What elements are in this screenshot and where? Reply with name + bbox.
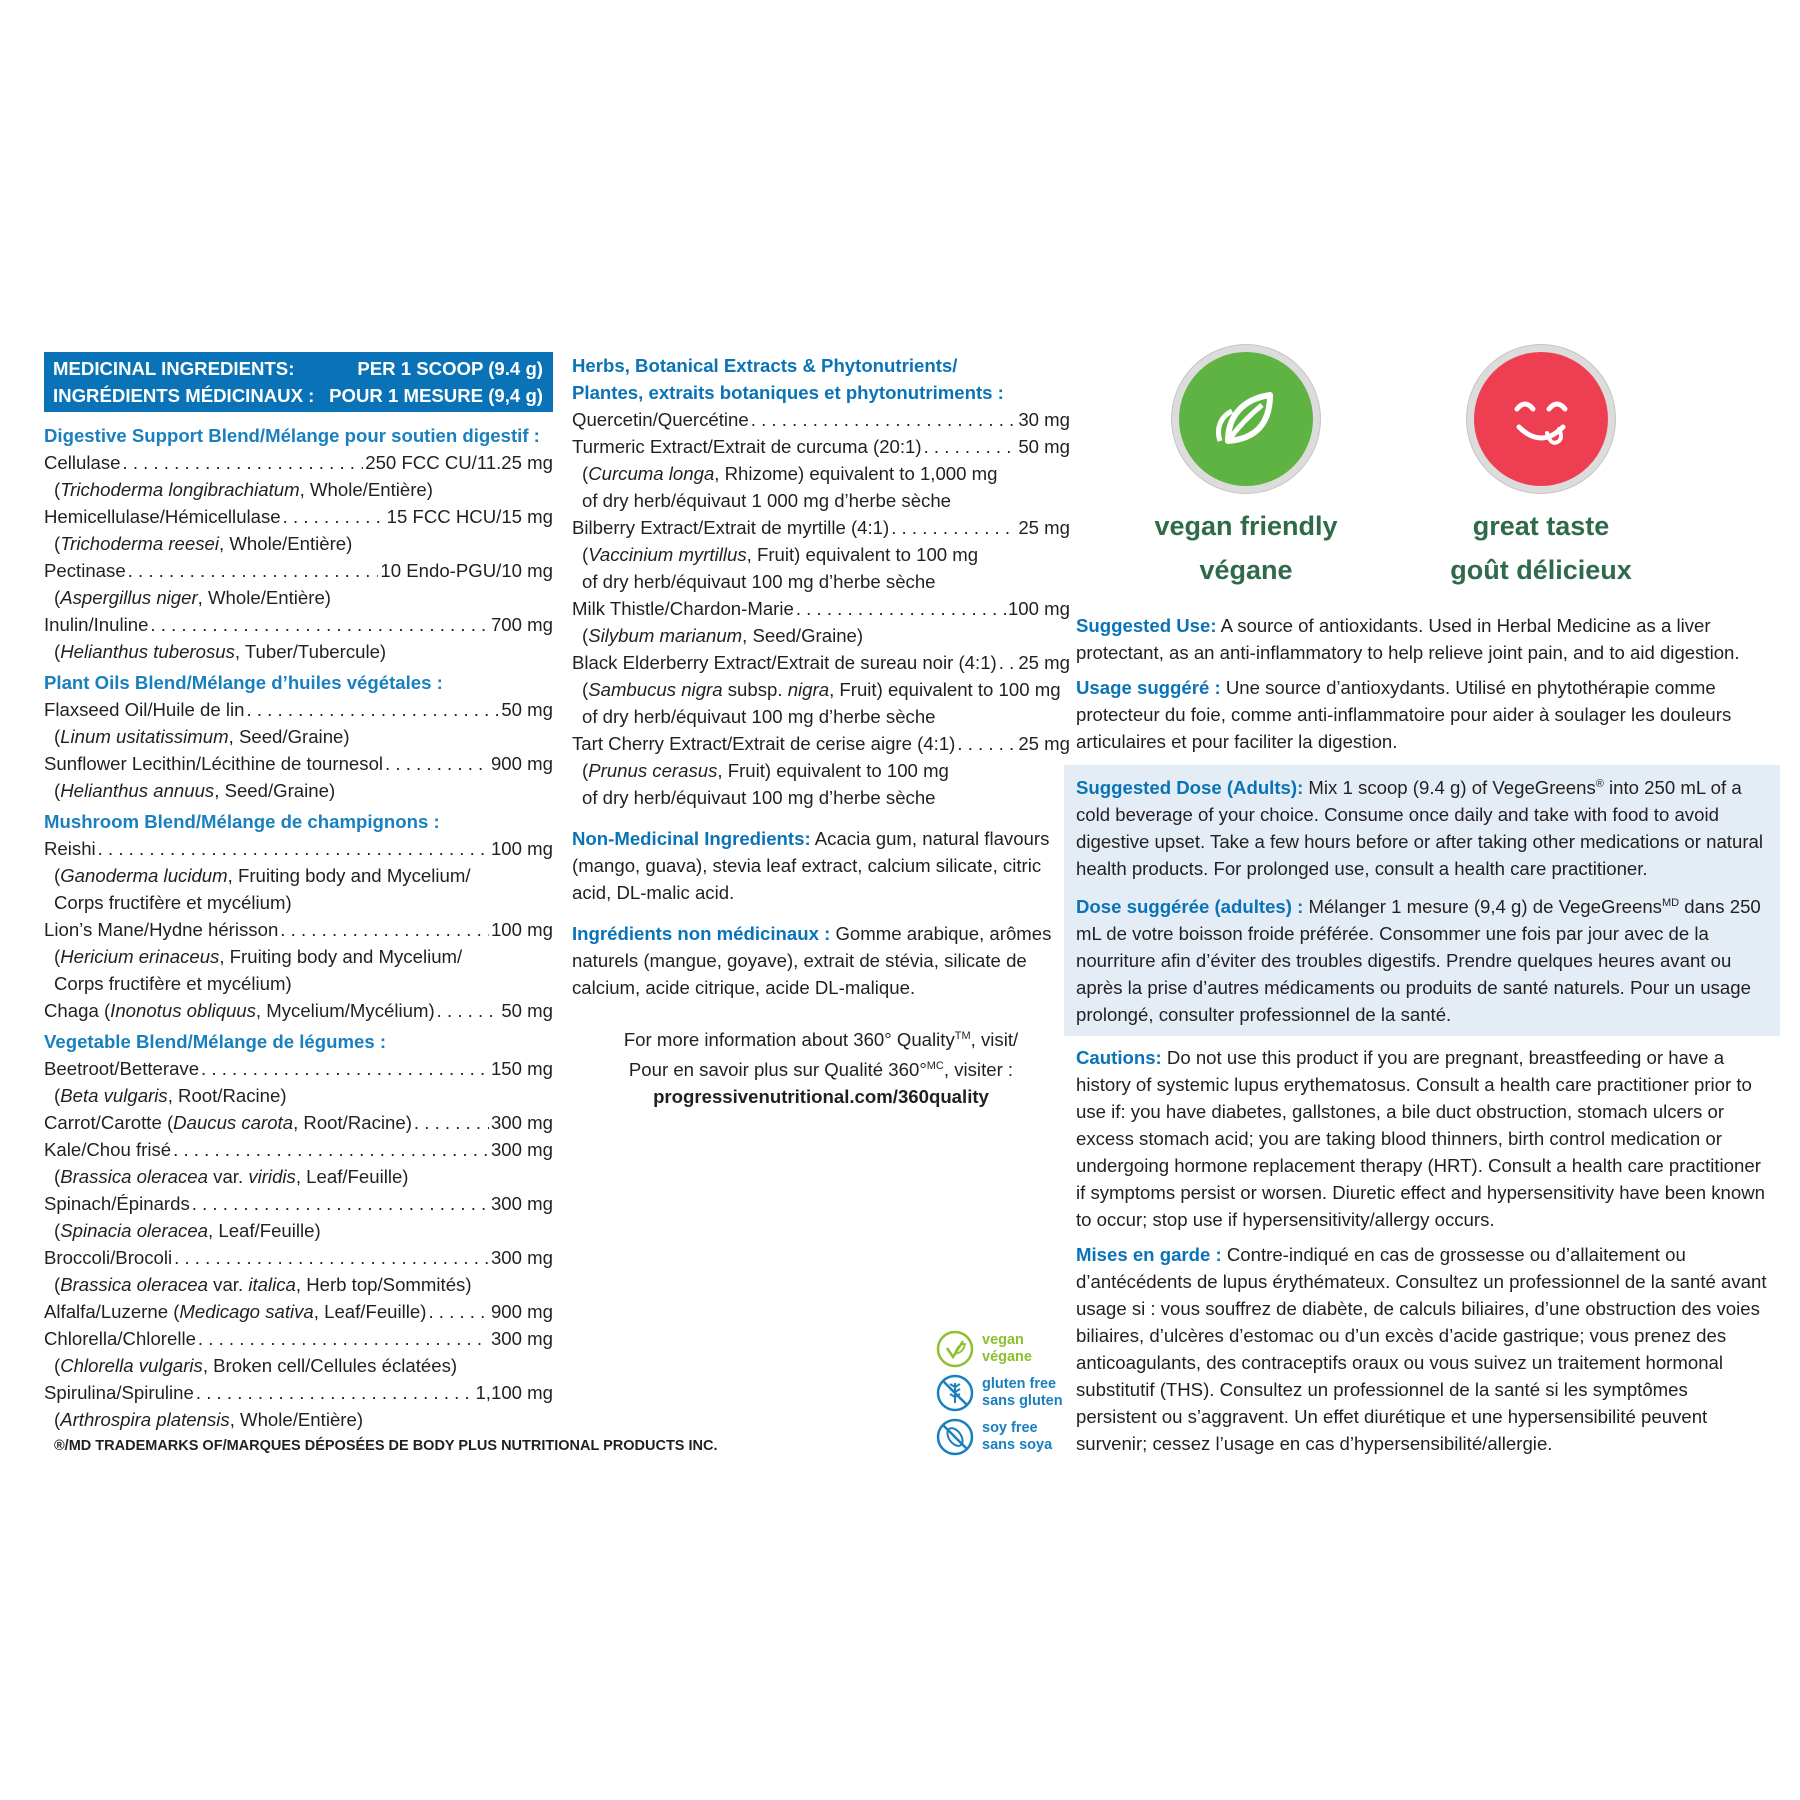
herbs-title-fr: Plantes, extraits botaniques et phytonutriments :	[572, 382, 1004, 403]
medicinal-ingredients-column	[44, 352, 553, 1433]
taste-badge-fr: goût délicieux	[1450, 555, 1632, 585]
vegan-mark: vegan végane	[936, 1330, 1076, 1368]
ingredient-row: Bilberry Extract/Extrait de myrtille (4:1) . . . 25 mg	[572, 514, 1070, 541]
ingredient-row: Inulin/Inuline . . . 700 mg	[44, 611, 553, 638]
ingredient-row: Beetroot/Betterave . . . 150 mg	[44, 1055, 553, 1082]
no-wheat-icon	[936, 1374, 974, 1412]
ingredient-source: (Sambucus nigra subsp. nigra, Fruit) equivalent to 100 mg	[582, 679, 1061, 700]
suggested-use-fr: Usage suggéré : Une source d’antioxydants. Utilisé en phytothérapie comme protecteur du foie, comme anti-inflammatoire pour aider à soulager les douleurs articulaires et pour faciliter la digestion.	[1076, 677, 1732, 752]
ingredient-source: (Hericium erinaceus, Fruiting body and Mycelium/	[54, 946, 463, 967]
ingredient-source: (Helianthus tuberosus, Tuber/Tubercule)	[54, 641, 387, 662]
ingredient-source: Corps fructifère et mycélium)	[54, 892, 292, 913]
ingredient-row: Turmeric Extract/Extrait de curcuma (20:1) . . . 50 mg	[572, 433, 1070, 460]
header-right-fr: POUR 1 MESURE (9,4 g)	[329, 385, 543, 406]
mushroom-blend-title: Mushroom Blend/Mélange de champignons :	[44, 811, 440, 832]
ingredient-source: (Ganoderma lucidum, Fruiting body and Mycelium/	[54, 865, 471, 886]
ingredient-row: Kale/Chou frisé . . . 300 mg	[44, 1136, 553, 1163]
ingredient-row: Carrot/Carotte (Daucus carota, Root/Racine) . . . 300 mg	[44, 1109, 553, 1136]
header-left-en: MEDICINAL INGREDIENTS:	[53, 358, 295, 379]
ingredient-source: of dry herb/équivaut 100 mg d’herbe sèche	[582, 571, 936, 592]
vegan-leaf-icon	[1179, 352, 1313, 486]
ingredient-source: (Helianthus annuus, Seed/Graine)	[54, 780, 336, 801]
ingredient-source: (Beta vulgaris, Root/Racine)	[54, 1085, 287, 1106]
ingredient-source: (Curcuma longa, Rhizome) equivalent to 1,000 mg	[582, 463, 998, 484]
cautions-fr: Mises en garde : Contre-indiqué en cas de grossesse ou d’allaitement ou d’antécédents de lupus érythémateux. Consultez un professionnel de la santé avant usage si : vous souffrez de diabète, de calculs biliaires, d’une obstruction des voies biliaires, d’ulcères d’estomac ou d’un excès d’acide gastrique; vous prenez des anticoagulants, des contraceptifs oraux ou vous suivez un traitement hormonal substitutif (THS). Consultez un professionnel de la santé si les symptômes persistent ou s’aggravent. Un effet diurétique et une hypersensibilité peuvent survenir; cessez l’usage en cas d’hypersensibilité/allergie.	[1076, 1244, 1767, 1455]
ingredient-row: Spinach/Épinards . . . 300 mg	[44, 1190, 553, 1217]
vegan-badge-fr: végane	[1199, 555, 1293, 585]
ingredient-row: Quercetin/Quercétine . . . 30 mg	[572, 406, 1070, 433]
ingredient-source: (Brassica oleracea var. viridis, Leaf/Feuille)	[54, 1166, 409, 1187]
feature-badges	[1076, 352, 1768, 604]
header-right-en: PER 1 SCOOP (9.4 g)	[357, 358, 543, 379]
herbs-column	[572, 352, 1070, 1110]
no-soy-icon	[936, 1418, 974, 1456]
smile-tongue-icon	[1474, 352, 1608, 486]
ingredient-row: Pectinase . . . 10 Endo-PGU/10 mg	[44, 557, 553, 584]
digestive-blend-title: Digestive Support Blend/Mélange pour soutien digestif :	[44, 425, 540, 446]
ingredient-source: Corps fructifère et mycélium)	[54, 973, 292, 994]
cautions-en: Cautions: Do not use this product if you are pregnant, breastfeeding or have a history of systemic lupus erythematosus. Consult a health care practitioner prior to use if: you have diabetes, gallstones, a bile duct obstruction, stomach ulcers or excess stomach acid; you are taking blood thinners, birth control medication or undergoing hormone replacement therapy (HRT). Consult a health care practitioner if symptoms persist or worsen. Diuretic effect and hypersensitivity have been known to occur; stop use if hypersensitivity/allergy occurs.	[1076, 1047, 1765, 1231]
ingredient-source: (Spinacia oleracea, Leaf/Feuille)	[54, 1220, 321, 1241]
ingredient-row: Spirulina/Spiruline . . . 1,100 mg	[44, 1379, 553, 1406]
trademark-notice: ®/MD TRADEMARKS OF/MARQUES DÉPOSÉES DE BODY PLUS NUTRITIONAL PRODUCTS INC.	[54, 1438, 718, 1454]
ingredient-row: Alfalfa/Luzerne (Medicago sativa, Leaf/Feuille) . . . 900 mg	[44, 1298, 553, 1325]
quality-info: For more information about 360° Quality™, visit/ Pour en savoir plus sur Qualité 360°$^{MC}$, visiter : progressivenutritional.com/360quality	[572, 1023, 1070, 1110]
quality-link[interactable]: progressivenutritional.com/360quality	[653, 1086, 989, 1108]
ingredient-source: (Silybum marianum, Seed/Graine)	[582, 625, 864, 646]
ingredient-source: of dry herb/équivaut 100 mg d’herbe sèche	[582, 787, 936, 808]
taste-badge	[1421, 352, 1661, 592]
ingredient-row: Flaxseed Oil/Huile de lin . . . 50 mg	[44, 696, 553, 723]
ingredient-source: of dry herb/équivaut 1 000 mg d’herbe sèche	[582, 490, 952, 511]
ingredient-source: (Chlorella vulgaris, Broken cell/Cellules éclatées)	[54, 1355, 458, 1376]
ingredient-source: (Arthrospira platensis, Whole/Entière)	[54, 1409, 364, 1430]
suggested-dose-fr: Dose suggérée (adultes) : Mélanger 1 mesure (9,4 g) de VegeGreens$^{MD}$ dans 250 mL de votre boisson froide préférée. Consommer une fois par jour avec de la nourriture afin d’éviter des troubles digestifs. Prendre quelques heures avant ou après la prise d’autres médicaments ou produits de santé naturels. Pour un usage prolongé, consulter professionnel de la santé.	[1076, 896, 1761, 1026]
ingredient-source: (Prunus cerasus, Fruit) equivalent to 100 mg	[582, 760, 949, 781]
suggested-use-en: Suggested Use: A source of antioxidants. Used in Herbal Medicine as a liver protectant, as an anti-inflammatory to help relieve joint pain, and to aid digestion.	[1076, 615, 1740, 663]
ingredient-source: (Linum usitatissimum, Seed/Graine)	[54, 726, 350, 747]
vegan-badge	[1126, 352, 1366, 592]
ingredient-row: Sunflower Lecithin/Lécithine de tournesol . . . 900 mg	[44, 750, 553, 777]
herbs-title-en: Herbs, Botanical Extracts & Phytonutrients/	[572, 355, 958, 376]
dose-panel	[1064, 765, 1780, 1036]
suggested-dose-en: Suggested Dose (Adults): Mix 1 scoop (9.4 g) of VegeGreens® into 250 mL of a cold beverage of your choice. Consume once daily and take with food to avoid digestive upset. Take a few hours before or after taking other medications or natural health products. For prolonged use, consult a health care practitioner.	[1076, 777, 1763, 880]
vegetable-blend-title: Vegetable Blend/Mélange de légumes :	[44, 1031, 387, 1052]
non-medicinal-fr: Ingrédients non médicinaux : Gomme arabique, arômes naturels (mangue, goyave), extrait de stévia, silicate de calcium, acide citrique, acide DL-malique.	[572, 923, 1052, 998]
ingredient-row: Broccoli/Brocoli . . . 300 mg	[44, 1244, 553, 1271]
header-left-fr: INGRÉDIENTS MÉDICINAUX :	[53, 385, 315, 406]
ingredient-row: Chlorella/Chlorelle . . . 300 mg	[44, 1325, 553, 1352]
ingredient-row: Tart Cherry Extract/Extrait de cerise aigre (4:1) . . . 25 mg	[572, 730, 1070, 757]
ingredient-row: Milk Thistle/Chardon-Marie . . . 100 mg	[572, 595, 1070, 622]
soy-free-mark: soy free sans soya	[936, 1418, 1076, 1456]
ingredients-header	[44, 352, 553, 412]
ingredient-row: Chaga (Inonotus obliquus, Mycelium/Mycélium) . . . 50 mg	[44, 997, 553, 1024]
ingredient-source: (Trichoderma reesei, Whole/Entière)	[54, 533, 353, 554]
ingredient-source: (Brassica oleracea var. italica, Herb top/Sommités)	[54, 1274, 472, 1295]
non-medicinal-en: Non-Medicinal Ingredients: Acacia gum, natural flavours (mango, guava), stevia leaf extract, calcium silicate, citric acid, DL-malic acid.	[572, 828, 1050, 903]
directions-column	[1076, 352, 1768, 1457]
leaf-icon	[936, 1330, 974, 1368]
ingredient-row: Reishi . . . 100 mg	[44, 835, 553, 862]
ingredient-row: Cellulase . . . 250 FCC CU/11.25 mg	[44, 449, 553, 476]
diet-icons	[936, 1330, 1076, 1462]
ingredient-row: Hemicellulase/Hémicellulase . . . 15 FCC HCU/15 mg	[44, 503, 553, 530]
vegan-badge-en: vegan friendly	[1154, 511, 1338, 541]
ingredient-source: of dry herb/équivaut 100 mg d’herbe sèche	[582, 706, 936, 727]
plant-oils-blend-title: Plant Oils Blend/Mélange d’huiles végétales :	[44, 672, 443, 693]
gluten-free-mark: gluten free sans gluten	[936, 1374, 1076, 1412]
ingredient-source: (Vaccinium myrtillus, Fruit) equivalent to 100 mg	[582, 544, 979, 565]
ingredient-row: Lion’s Mane/Hydne hérisson . . . 100 mg	[44, 916, 553, 943]
ingredient-source: (Aspergillus niger, Whole/Entière)	[54, 587, 331, 608]
ingredient-row: Black Elderberry Extract/Extrait de sureau noir (4:1) . . . 25 mg	[572, 649, 1070, 676]
ingredient-source: (Trichoderma longibrachiatum, Whole/Entière)	[54, 479, 433, 500]
taste-badge-en: great taste	[1472, 511, 1610, 541]
